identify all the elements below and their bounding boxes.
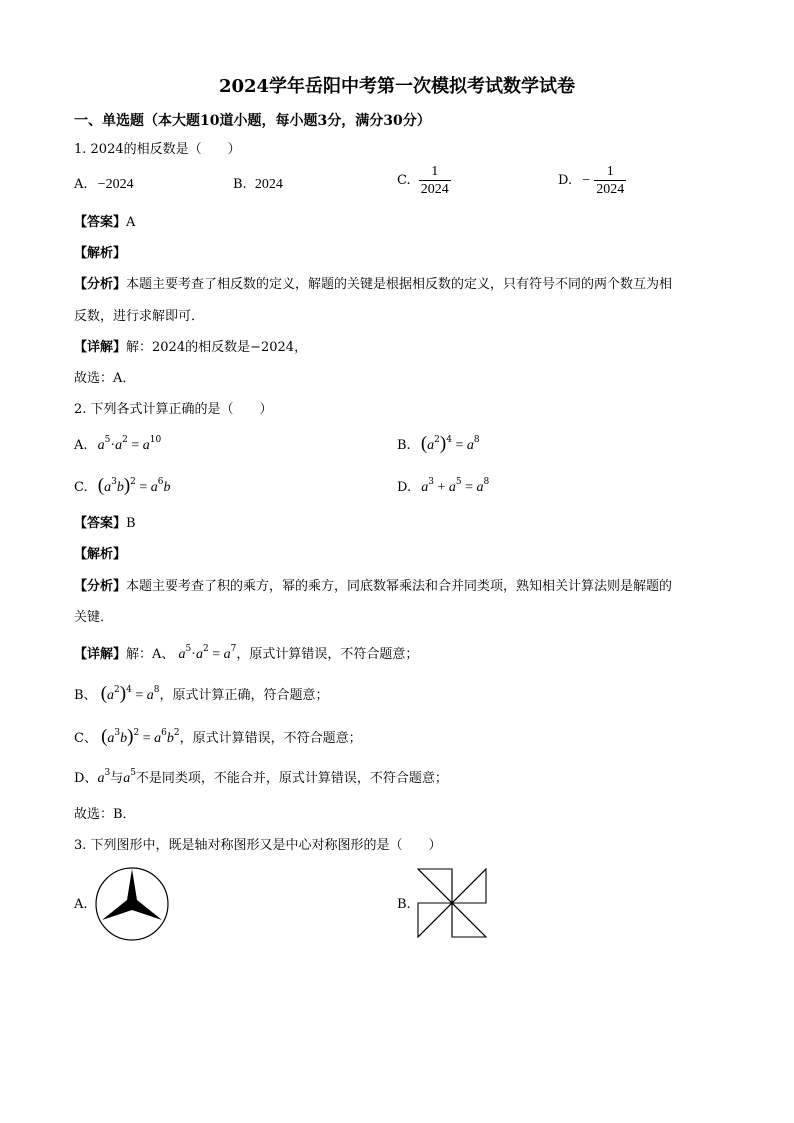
detail-tag: 【详解】 xyxy=(74,647,127,662)
q2-option-c-label: C. xyxy=(74,480,88,495)
q1-option-b-label: B. xyxy=(233,177,247,192)
q1-option-d-fraction xyxy=(594,164,626,198)
q1-option-c-fraction xyxy=(419,164,451,198)
q3-option-b-label: B. xyxy=(397,897,411,912)
detail-d-prefix: D、 xyxy=(74,771,98,786)
q1-option-c-label: C. xyxy=(397,173,411,188)
q2-detail-b xyxy=(74,685,328,705)
answer-value: A xyxy=(126,215,136,230)
q1-analysis-line2: 反数，进行求解即可． xyxy=(74,309,205,324)
detail-b-suffix: ，原式计算正确，符合题意； xyxy=(159,688,329,703)
q1-conclusion: 故选：A． xyxy=(74,371,136,386)
page-title: 2024学年岳阳中考第一次模拟考试数学试卷 xyxy=(218,76,576,97)
q1-option-a-label: A. xyxy=(74,177,88,192)
detail-d-mid: 与 xyxy=(110,771,124,786)
analysis-tag: 【分析】 xyxy=(74,579,127,594)
q1-option-d xyxy=(558,164,626,198)
q2-option-b-label: B. xyxy=(397,438,411,453)
q3-stem: 3. 下列图形中，既是轴对称图形又是中心对称图形的是（ ） xyxy=(74,838,442,853)
detail-c-prefix: C、 xyxy=(74,731,97,746)
q1-stem: 1. 2024的相反数是（ ） xyxy=(74,142,241,157)
q2-option-c xyxy=(74,477,171,497)
q2-option-d-formula: $a^3 + a^5 = a^8$ xyxy=(421,476,490,495)
fraction-numerator: 1 xyxy=(431,164,439,179)
answer-tag: 【答案】 xyxy=(74,215,127,230)
q2-option-c-formula: $(a^3b)^2 = a^6b$ xyxy=(97,475,171,496)
analysis-text: 本题主要考查了积的乘方，幂的乘方，同底数幂乘法和合并同类项，熟知相关计算法则是解题的 xyxy=(126,579,673,594)
q1-option-d-label: D. xyxy=(558,173,573,188)
q2-analysis-line1 xyxy=(74,578,672,596)
q2-detail-c xyxy=(74,728,362,748)
detail-d-suffix: 不是同类项，不能合并，原式计算错误，不符合题意； xyxy=(135,771,448,786)
q1-option-c xyxy=(397,164,451,198)
q2-option-a-label: A. xyxy=(74,438,88,453)
fraction-numerator: 1 xyxy=(606,164,614,179)
detail-a-prefix: 解：A、 xyxy=(126,647,175,662)
q1-detail xyxy=(74,339,307,357)
section-heading: 一、单选题（本大题10道小题，每小题3分，满分30分） xyxy=(74,113,431,129)
q2-stem: 2. 下列各式计算正确的是（ ） xyxy=(74,402,273,417)
q2-option-b-formula: $(a^2)^4 = a^8$ xyxy=(420,433,480,454)
detail-c-formula: $(a^3b)^2 = a^6b^2$ xyxy=(101,726,180,747)
q1-option-b-value: 2024 xyxy=(254,177,283,192)
q2-option-b xyxy=(397,435,480,455)
q2-answer xyxy=(74,515,136,533)
q1-analysis-line1 xyxy=(74,276,672,294)
three-pointed-star xyxy=(102,869,162,920)
q2-jiexi-tag: 【解析】 xyxy=(74,547,127,562)
fraction-denominator: 2024 xyxy=(596,182,625,197)
detail-b-formula: $(a^2)^4 = a^8$ xyxy=(100,683,160,704)
q3-option-a-figure xyxy=(94,866,170,942)
q1-option-a-value: −2024 xyxy=(97,177,134,192)
detail-c-suffix: ，原式计算错误，不符合题意； xyxy=(179,731,362,746)
q1-option-a xyxy=(74,176,134,194)
detail-b-prefix: B、 xyxy=(74,688,97,703)
q1-jiexi-tag: 【解析】 xyxy=(74,246,127,261)
answer-tag: 【答案】 xyxy=(74,516,127,531)
q1-answer xyxy=(74,214,135,232)
detail-tag: 【详解】 xyxy=(74,340,127,355)
analysis-text: 本题主要考查了相反数的定义，解题的关键是根据相反数的定义，只有符号不同的两个数互为相 xyxy=(126,277,673,292)
q2-option-a-formula: $a^5\cdot a^2 = a^{10}$ xyxy=(97,434,162,453)
q2-option-d-label: D. xyxy=(397,480,412,495)
detail-a-suffix: ，原式计算错误，不符合题意； xyxy=(236,647,419,662)
q2-detail-a xyxy=(74,643,419,664)
detail-a-formula: $a^5\cdot a^2 = a^7$ xyxy=(178,643,237,662)
fraction-denominator: 2024 xyxy=(420,182,449,197)
answer-value: B xyxy=(126,516,136,531)
q1-option-d-sign: − xyxy=(582,173,591,188)
q1-option-b xyxy=(233,176,283,194)
q2-detail-d: D、$a^3$与$a^5$不是同类项，不能合并，原式计算错误，不符合题意； xyxy=(74,767,448,786)
q2-option-a xyxy=(74,434,162,455)
q2-conclusion: 故选：B． xyxy=(74,807,136,822)
q3-option-a-label: A. xyxy=(74,897,88,912)
q2-option-d xyxy=(397,476,490,497)
q3-option-b-figure xyxy=(417,868,487,938)
detail-text: 解：2024的相反数是−2024， xyxy=(126,340,308,355)
analysis-tag: 【分析】 xyxy=(74,277,127,292)
q2-analysis-line2: 关键． xyxy=(74,610,114,625)
